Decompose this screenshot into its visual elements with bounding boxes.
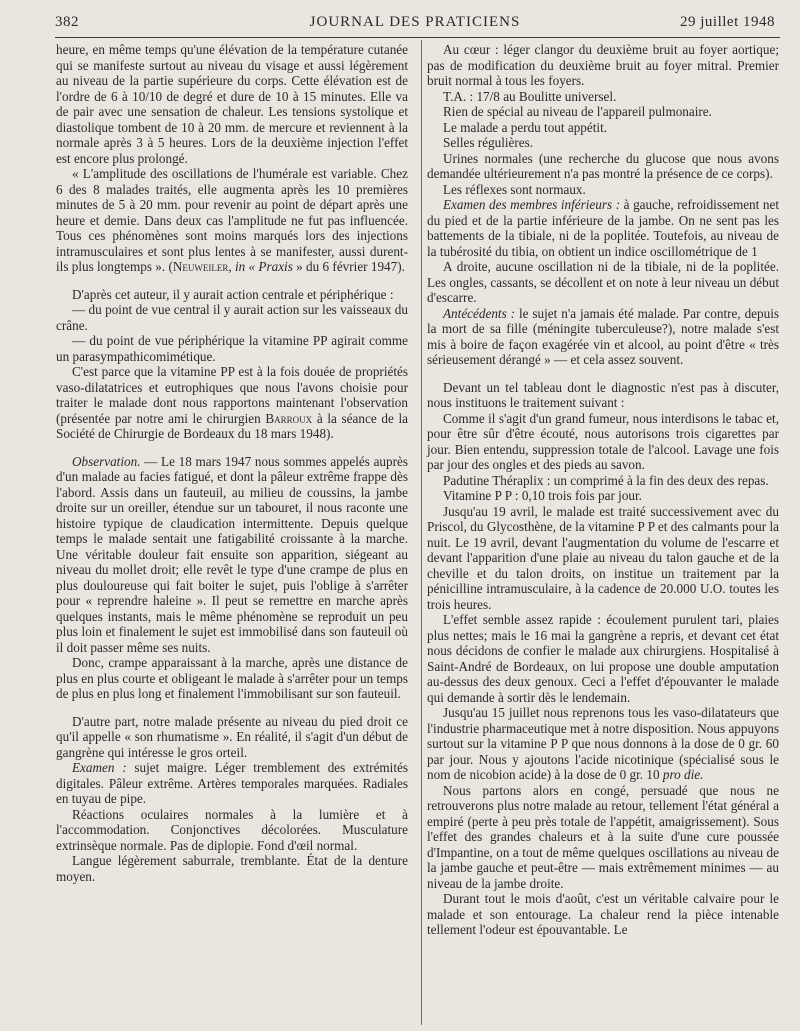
paragraph: Les réflexes sont normaux. bbox=[443, 181, 586, 197]
section-label: Examen : bbox=[72, 760, 127, 775]
paragraph: Examen : sujet maigre. Léger tremblement des extrémités digitales. Pâleur extrême. Artères temporales marquées. Radiales en tuyau de pipe. bbox=[56, 760, 408, 806]
paragraph: Durant tout le mois d'août, c'est un véritable calvaire pour le malade et son entourage. La chaleur rend la pièce intenable tellement l'odeur est épouvantable. Le bbox=[427, 891, 779, 937]
paragraph: Observation. — Le 18 mars 1947 nous sommes appelés auprès d'un malade au facies fatigué, et dont la pâleur extrême frappe dès l'abord. Assis dans un fauteuil, au milieu de coussins, la jambe droite sur un oreiller, étendue sur un tabouret, il nous raconte une histoire typique de claudication intermittente. Depuis quelque temps le malade sentait une fatigabilité croissante à la marche. Une véritable douleur fait ensuite son apparition, siégeant au niveau du mollet droit; elle revêt le type d'une crampe de plus en plus douloureuse qui fait boiter le sujet, puis l'oblige à s'arrêter pour « reprendre haleine ». Il peut se remettre en marche après quelques instants, mais le même phénomène se reproduit un peu plus loin et finalement le sujet est immobilisé dans son fauteuil où il doit passer même ses nuits. bbox=[56, 453, 408, 655]
paragraph: Selles régulières. bbox=[443, 135, 534, 150]
issue-date: 29 juillet 1948 bbox=[680, 14, 775, 30]
paragraph: « L'amplitude des oscillations de l'humérale est variable. Chez 6 des 8 malades traités, elle augmenta après les 10 premières minutes de 5 à 20 mm. pour revenir au point de départ après une heure et demie. Dans deux cas l'amplitude ne fut pas influencée. Tous ces phénomènes sont moins marqués lors des injections intramusculaires et sont plus lentes à se manifester, aussi durent-ils plus longtemps ». (Neuweiler, in « Praxis » du 6 février 1947). bbox=[56, 166, 408, 274]
section-label: Observation. bbox=[72, 453, 141, 469]
paragraph: Vitamine P P : 0,10 trois fois par jour. bbox=[443, 488, 642, 503]
surgeon-name: Barroux bbox=[265, 410, 313, 426]
paragraph: Jusqu'au 19 avril, le malade est traité successivement avec du Priscol, du Glycosthène, de la vitamine P P et des calmants pour la nuit. Le 19 avril, devant l'augmentation du volume de l'escarre et devant l'apparition d'une plaie au niveau du talon gauche et de la cheville et du talon droits, on institue un traitement par la pénicilline intramusculaire, à la cadence de 20.000 U.O. toutes les trois heures. bbox=[427, 503, 779, 612]
right-column bbox=[427, 42, 779, 938]
paragraph: Urines normales (une recherche du glucose que nous avons demandée ultérieurement n'a pas montré la présence de ce corps). bbox=[427, 150, 779, 181]
paragraph: — du point de vue périphérique la vitamine PP agirait comme un parasympathicomimétique. bbox=[56, 333, 408, 364]
paragraph: Padutine Théraplix : un comprimé à la fin des deux des repas. bbox=[443, 472, 769, 488]
paragraph: Nous partons alors en congé, persuadé que nous ne retrouverons plus notre malade au retour, tellement l'état général a empiré (perte à peu près totale de l'appétit, amaigrissement). Sous l'effet des grandes chaleurs et à la suite d'une cure poussée d'Impantine, on a tout de même quelques oscillations au niveau de la jambe gauche et peut-être — mais extrêmement minimes — au niveau de la jambe droite. bbox=[427, 782, 779, 891]
paragraph: D'autre part, notre malade présente au niveau du pied droit ce qu'il appelle « son rhumatisme ». En réalité, il s'agit d'un début de gangrène qui intéresse le gros orteil. bbox=[56, 713, 408, 760]
paragraph: D'après cet auteur, il y aurait action centrale et périphérique : bbox=[72, 286, 394, 302]
paragraph: Au cœur : léger clangor du deuxième bruit au foyer aortique; pas de modification du deuxième bruit au foyer mitral. Premier bruit normal à tous les foyers. bbox=[427, 42, 779, 88]
section-label: Antécédents : bbox=[443, 305, 516, 321]
paragraph: Donc, crampe apparaissant à la marche, après une distance de plus en plus courte et obligeant le malade à s'arrêter pour un temps de plus en plus long et finalement l'immobilisant sur son fauteuil. bbox=[56, 655, 408, 701]
paragraph: Langue légèrement saburrale, tremblante. État de la denture moyen. bbox=[56, 853, 408, 884]
paragraph: Jusqu'au 15 juillet nous reprenons tous les vaso-dilatateurs que l'industrie pharmaceutique met à notre disposition. Nous appuyons surtout sur la vitamine P P que nous donnons à la dose de 0 gr. 60 par jour. Nous y ajoutons l'acide nicotinique (spécialisé sous le nom de nicobion acide) à la dose de 0 gr. 10 pro die. bbox=[427, 705, 779, 782]
paragraph: — du point de vue central il y aurait action sur les vaisseaux du crâne. bbox=[56, 302, 408, 333]
paragraph: Devant un tel tableau dont le diagnostic n'est pas à discuter, nous instituons le traitement suivant : bbox=[427, 379, 779, 410]
section-label: Examen des membres inférieurs : bbox=[443, 197, 621, 212]
author-name: Neuweiler bbox=[172, 259, 229, 274]
journal-title: JOURNAL DES PRATICIENS bbox=[309, 14, 521, 30]
paragraph: T.A. : 17/8 au Boulitte universel. bbox=[443, 88, 617, 104]
paragraph: Réactions oculaires normales à la lumière et à l'accommodation. Conjonctives décolorées. Musculature extrinsèque normale. Pas de diplopie. Fond d'œil normal. bbox=[56, 806, 408, 853]
paragraph: Examen des membres inférieurs : à gauche, refroidissement net du pied et de la partie inférieure de la jambe. On ne sent pas les battements de la tibiale, ni de la poplitée. Toutefois, au niveau de la tubérosité du tibia, on obtient un indice oscillométrique de 1 bbox=[427, 197, 779, 259]
header-rule bbox=[55, 37, 780, 38]
paragraph: heure, en même temps qu'une élévation de la température cutanée qui se manifeste surtout au niveau du visage et aussi légèrement au niveau de la partie supérieure du corps. Cette élévation est de l'ordre de 6 à 10/10 de degré et dure de 10 à 15 minutes. Elle va de pair avec une sensation de chaleur. Les tensions systolique et diastolique tombent de 10 à 20 mm. de mercure et reviennent à la normale après 3 à 5 heures. Lors de la deuxième injection l'effet est encore plus prolongé. bbox=[56, 42, 408, 166]
left-column bbox=[56, 42, 408, 884]
paragraph: L'effet semble assez rapide : écoulement purulent tari, plaies plus nettes; mais le 16 mai la gangrène a repris, et devant cet état nous décidons de confier le malade aux chirurgiens. Hospitalisé à Saint-André de Bordeaux, on lui propose une double amputation au-dessus des deux genoux. Ceci a l'effet d'épouvanter le malade qui demande à sortir dès le lendemain. bbox=[427, 612, 779, 705]
page-header bbox=[55, 14, 775, 38]
paragraph: Le malade a perdu tout appétit. bbox=[443, 119, 608, 135]
journal-reference: Praxis bbox=[258, 259, 293, 274]
paragraph: Antécédents : le sujet n'a jamais été malade. Par contre, depuis la mort de sa fille (méningite tuberculeuse?), notre malade s'est mis à boire de façon exagérée vin et alcool, au point d'être « très sérieusement dérangé » — et cela assez souvent. bbox=[427, 305, 779, 367]
paragraph: A droite, aucune oscillation ni de la tibiale, ni de la poplitée. Les ongles, cassants, se décollent et on note à leur niveau un début d'escarre. bbox=[427, 259, 779, 305]
column-divider bbox=[421, 40, 422, 1025]
page-number: 382 bbox=[55, 14, 79, 30]
paragraph: Comme il s'agit d'un grand fumeur, nous interdisons le tabac et, pour être sûr d'être écouté, nous autorisons trois cigarettes par jour. Bien entendu, suppression totale de l'alcool. Lavage une fois par jour des ongles et des pieds au savon. bbox=[427, 410, 779, 472]
paragraph: Rien de spécial au niveau de l'appareil pulmonaire. bbox=[443, 104, 712, 119]
paragraph: C'est parce que la vitamine PP est à la fois douée de propriétés vaso-dilatatrices et eutrophiques que nous l'avons choisie pour traiter le malade dont nous rapportons maintenant l'observation (présentée par notre ami le chirurgien Barroux à la séance de la Société de Chirurgie de Bordeaux du 18 mars 1948). bbox=[56, 364, 408, 441]
